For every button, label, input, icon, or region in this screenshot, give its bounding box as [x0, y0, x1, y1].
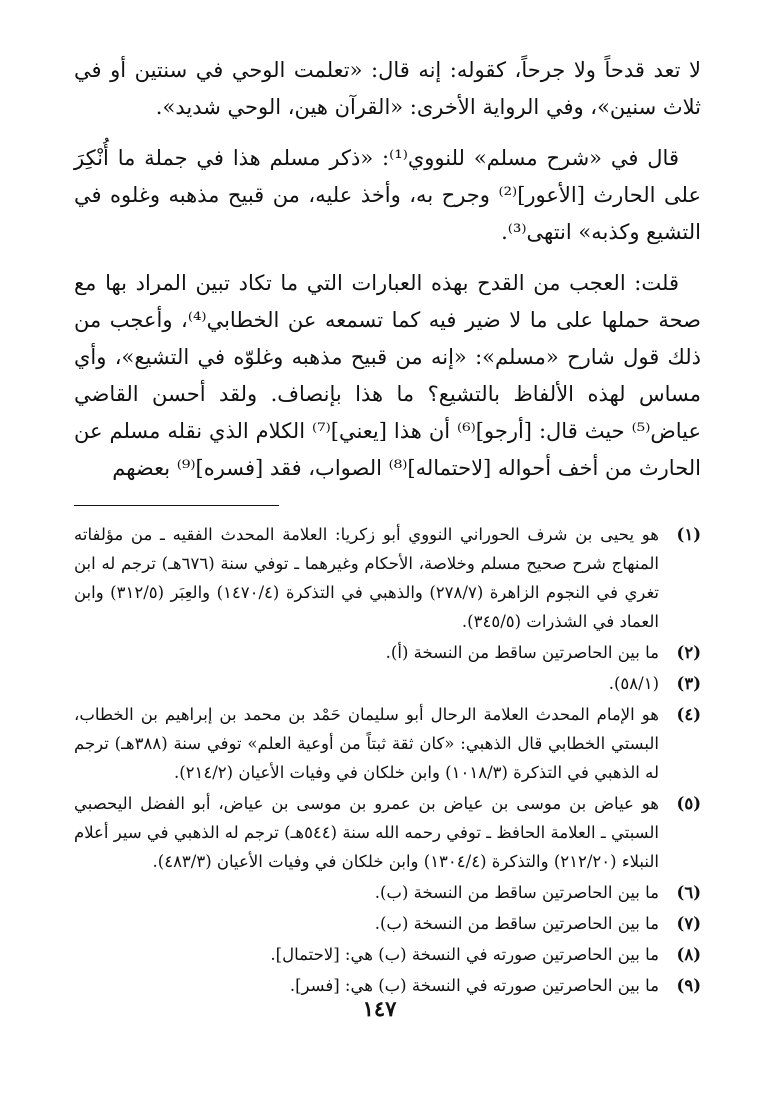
footnote-number: (٣) [676, 674, 701, 693]
footnote-text: ما بين الحاصرتين صورته في النسخة (ب) هي: [فسر]. [289, 976, 659, 995]
footnote-text: ما بين الحاصرتين ساقط من النسخة (ب). [374, 914, 659, 933]
footnote-number: (٨) [676, 945, 701, 964]
footnote-1 [74, 520, 701, 636]
footnote-6 [74, 878, 701, 907]
footnote-number: (٦) [676, 883, 701, 902]
footnotes [74, 520, 701, 1000]
paragraph-3: قلت: العجب من القدح بهذه العبارات التي ما تكاد تبين المراد بها مع صحة حملها على ما لا ضير فيه كما تسمعه عن الخطابي⁽⁴⁾، وأعجب من ذلك قول شارح «مسلم»: «إنه من قبيح مذهبه وغلوّه في التشيع»، وأي مساس لهذه الألفاظ بالتشيع؟ ما هذا بإنصاف. ولقد أحسن القاضي عياض⁽⁵⁾ حيث قال: [أرجو]⁽⁶⁾ أن هذا [يعني]⁽⁷⁾ الكلام الذي نقله مسلم عن الحارث من أخف أحواله [لاحتماله]⁽⁸⁾ الصواب، فقد [فسره]⁽⁹⁾ بعضهم [74, 271, 701, 480]
footnote-text: ما بين الحاصرتين صورته في النسخة (ب) هي: [لاحتمال]. [270, 945, 659, 964]
paragraph-1: لا تعد قدحاً ولا جرحاً، كقوله: إنه قال: «تعلمت الوحي في سنتين أو في ثلاث سنين»، وفي الرواية الأخرى: «القرآن هين، الوحي شديد». [74, 58, 701, 119]
page-number: ١٤٧ [362, 996, 397, 1021]
footnote-text: هو عياض بن موسى بن عياض بن عمرو بن موسى بن عياض، أبو الفضل اليحصبي السبتي ـ العلامة الحافظ ـ توفي رحمه الله سنة (٥٤٤هـ) ترجم له الذهبي في سير أعلام النبلاء (٢١٢/٢٠) والتذكرة (١٣٠٤/٤) وابن خلكان في وفيات الأعيان (٤٨٣/٣). [74, 794, 660, 871]
footnote-divider [74, 505, 279, 506]
footnote-5 [74, 789, 701, 876]
footnote-4 [74, 700, 701, 787]
paragraph-2: قال في «شرح مسلم» للنووي⁽¹⁾: «ذكر مسلم هذا في جملة ما أُنْكِرَ على الحارث [الأعور]⁽²⁾ وجرح به، وأخذ عليه، من قبيح مذهبه وغلوه في التشيع وكذبه» انتهى⁽³⁾. [74, 146, 701, 244]
footnote-8 [74, 940, 701, 969]
footnote-2 [74, 638, 701, 667]
footnote-text: هو يحيى بن شرف الحوراني النووي أبو زكريا: العلامة المحدث الفقيه ـ من مؤلفاته المنهاج شرح صحيح مسلم وخلاصة، الأحكام وغيرهما ـ توفي سنة (٦٧٦هـ) ترجم له ابن تغري في النجوم الزاهرة (٢٧٨/٧) والذهبي في التذكرة (١٤٧٠/٤) والعِبَر (٣١٢/٥) وابن العماد في الشذرات (٣٤٥/٥). [74, 525, 660, 631]
footnote-number: (١) [676, 525, 701, 544]
footnote-text: (٥٨/١). [608, 674, 659, 693]
main-text [74, 52, 701, 487]
footnote-number: (٤) [676, 705, 701, 724]
footnote-number: (٢) [676, 643, 701, 662]
footnote-text: ما بين الحاصرتين ساقط من النسخة (ب). [374, 883, 659, 902]
footnote-number: (٩) [676, 976, 701, 995]
footnote-7 [74, 909, 701, 938]
footnote-text: هو الإمام المحدث العلامة الرحال أبو سليمان حَمْد بن محمد بن إبراهيم بن الخطاب، البستي الخطابي قال الذهبي: «كان ثقة ثبتاً من أوعية العلم» توفي سنة (٣٨٨هـ) ترجم له الذهبي في التذكرة (١٠١٨/٣) وابن خلكان في وفيات الأعيان (٢١٤/٢). [74, 705, 659, 782]
footnote-number: (٧) [676, 914, 701, 933]
footnote-3 [74, 669, 701, 698]
footnote-number: (٥) [676, 794, 701, 813]
footnote-text: ما بين الحاصرتين ساقط من النسخة (أ). [385, 643, 659, 662]
